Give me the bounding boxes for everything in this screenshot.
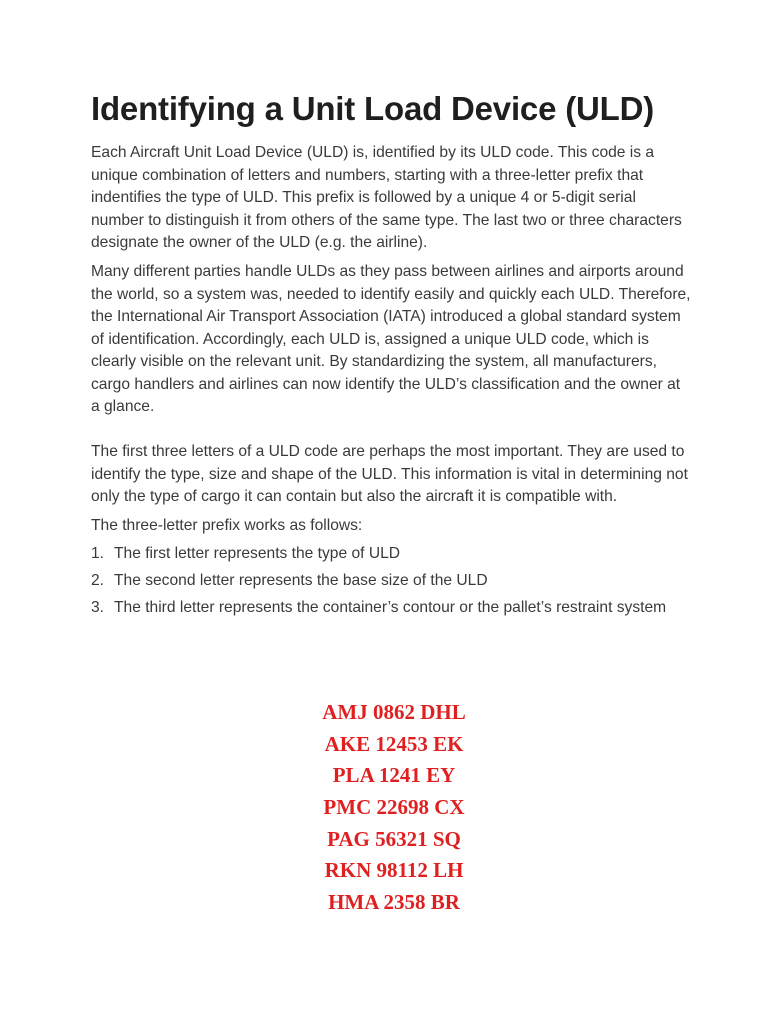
prefix-list xyxy=(91,543,691,619)
list-item-text: The second letter represents the base size of the ULD xyxy=(114,572,488,590)
uld-code: PLA 1241 EY xyxy=(332,763,456,788)
list-item xyxy=(91,543,691,566)
list-item xyxy=(91,570,691,593)
list-item-number: 3. xyxy=(91,598,105,616)
document-body xyxy=(91,90,691,623)
list-item-text: The first letter represents the type of ULD xyxy=(114,545,401,563)
paragraph-prefix-intro: The three-letter prefix works as follows: xyxy=(91,516,363,534)
paragraph-prefix-importance: The first three letters of a ULD code are perhaps the most important. They are used to identify the type, size and shape of the ULD. This information is vital in determining not only the type of cargo it can contain but also the aircraft it is compatible with. xyxy=(91,443,688,506)
list-item xyxy=(91,597,691,620)
uld-code-examples xyxy=(0,697,768,919)
list-item-text: The third letter represents the container’s contour or the pallet’s restraint system xyxy=(114,598,667,616)
uld-code: AKE 12453 EK xyxy=(324,731,464,756)
paragraph-uld-code-intro: Each Aircraft Unit Load Device (ULD) is, identified by its ULD code. This code is a unique combination of letters and numbers, starting with a three-letter prefix that indentifies the type of ULD. This prefix is followed by a unique 4 or 5-digit serial number to distinguish it from others of the same type. The last two or three characters designate the owner of the ULD (e.g. the airline). xyxy=(91,143,682,252)
uld-code: AMJ 0862 DHL xyxy=(322,700,466,724)
uld-code: HMA 2358 BR xyxy=(328,890,460,915)
uld-code: PAG 56321 SQ xyxy=(327,826,461,851)
page-title: Identifying a Unit Load Device (ULD) xyxy=(91,90,655,127)
uld-code: PMC 22698 CX xyxy=(323,795,465,820)
list-item-number: 1. xyxy=(91,545,105,563)
uld-code: RKN 98112 LH xyxy=(324,858,464,883)
list-item-number: 2. xyxy=(91,572,105,590)
paragraph-iata-standard: Many different parties handle ULDs as they pass between airlines and airports around the world, so a system was, needed to identify easily and quickly each ULD. Therefore, the International Air Transport Association (IATA) introduced a global standard system of identification. Accordingly, each ULD is, assigned a unique ULD code, which is clearly visible on the relevant unit. By standardizing the system, all manufacturers, cargo handlers and airlines can now identify the ULD’s classification and the owner at a glance. xyxy=(91,262,691,416)
